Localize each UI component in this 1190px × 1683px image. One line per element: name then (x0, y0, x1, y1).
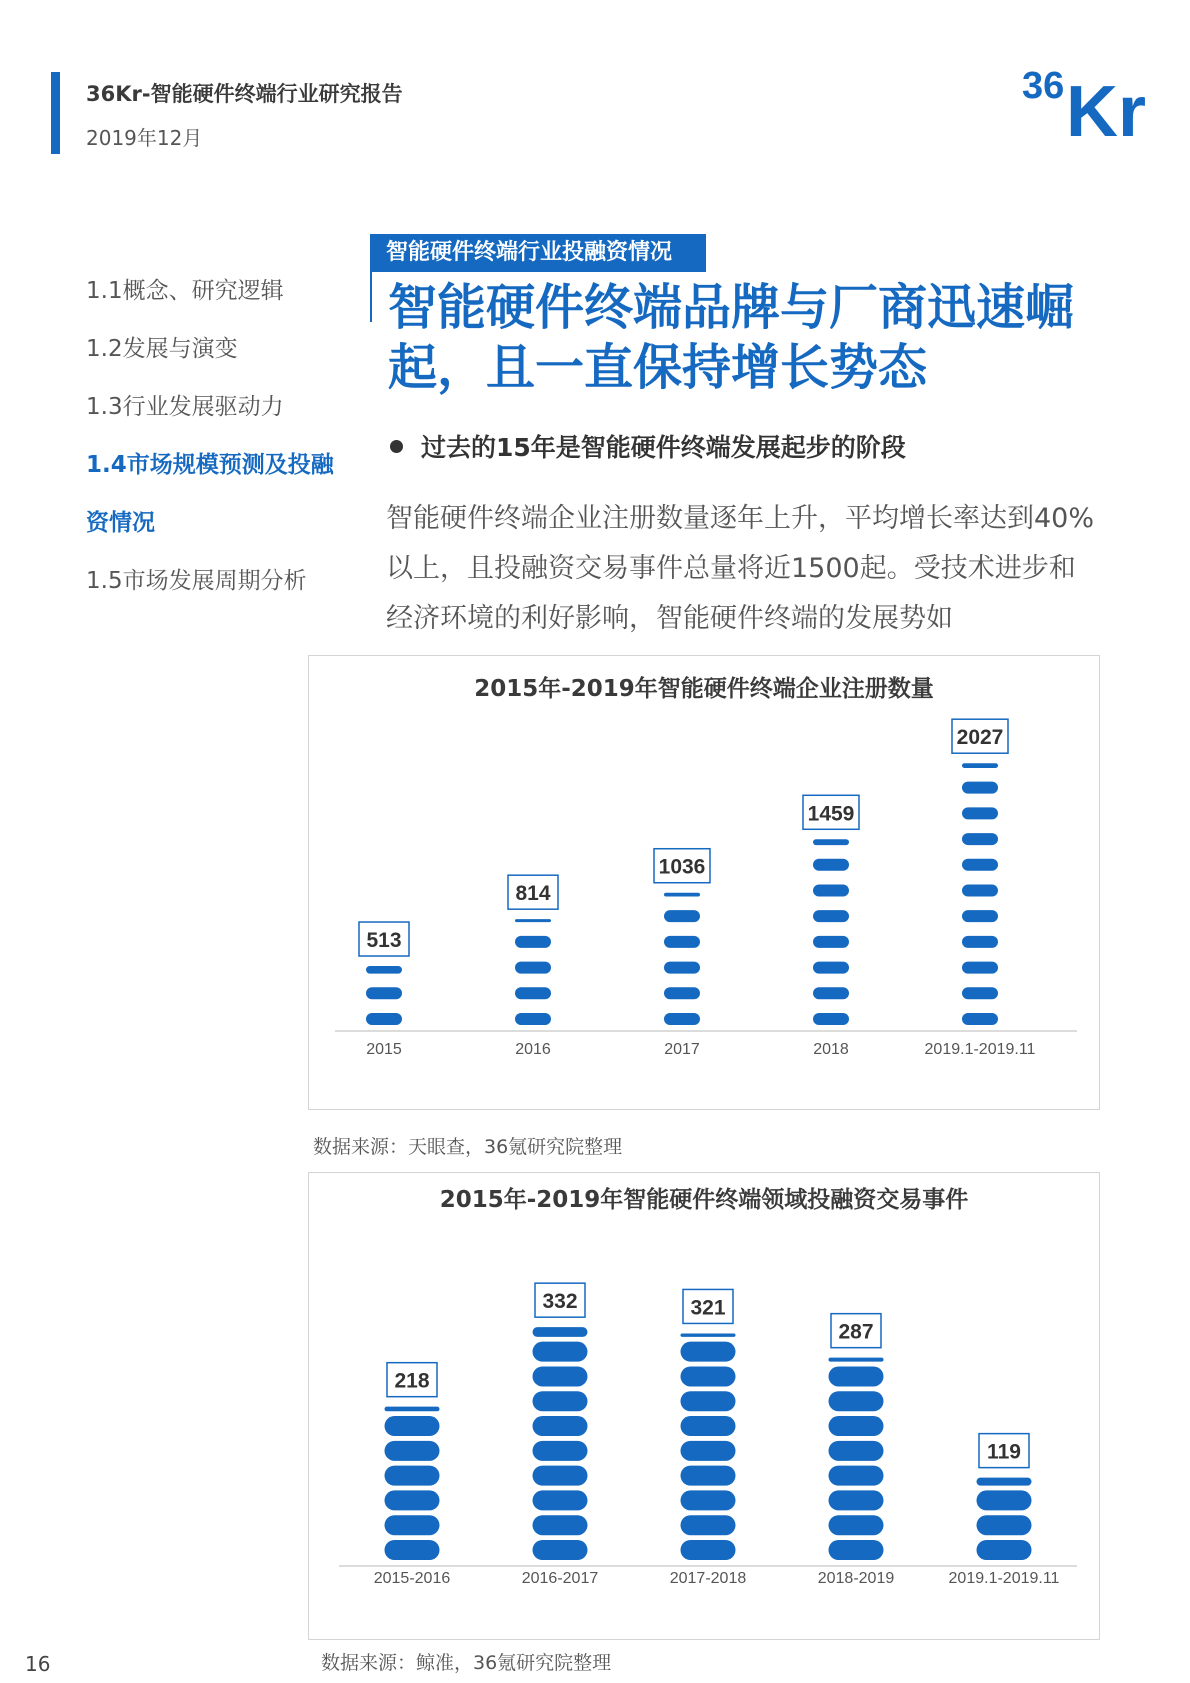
bar-segment-partial (385, 1407, 440, 1412)
bar-segment (533, 1416, 588, 1436)
bar-segment (681, 1416, 736, 1436)
x-tick-label: 2015 (366, 1041, 402, 1058)
bullet-point (390, 428, 906, 464)
report-title: 36Kr-智能硬件终端行业研究报告 (86, 82, 403, 106)
data-label: 321 (690, 1296, 726, 1320)
bar-segment (515, 962, 551, 974)
bar-segment (681, 1366, 736, 1386)
bar-segment (681, 1490, 736, 1510)
header-accent-bar (51, 72, 60, 154)
x-tick-label: 2016-2017 (521, 1570, 599, 1587)
chart-investment-events (308, 1172, 1100, 1640)
bullet-text: 过去的15年是智能硬件终端发展起步的阶段 (421, 433, 906, 462)
x-tick-label: 2018 (813, 1041, 849, 1058)
chart-source: 数据来源：天眼查，36氪研究院整理 (313, 1136, 623, 1158)
bar-segment (533, 1540, 588, 1560)
bar-segment (366, 1013, 402, 1025)
toc-item[interactable]: 1.1概念、研究逻辑 (86, 278, 284, 304)
bar-segment (829, 1540, 884, 1560)
chart-title: 2015年-2019年智能硬件终端领域投融资交易事件 (439, 1187, 969, 1213)
section-tag: 智能硬件终端行业投融资情况 (370, 234, 706, 272)
bar-segment (962, 936, 998, 948)
logo-36kr (1022, 62, 1152, 142)
bar-segment (962, 962, 998, 974)
chart-source: 数据来源：鲸准，36氪研究院整理 (321, 1652, 612, 1674)
bar-segment (813, 910, 849, 922)
bar-segment (664, 936, 700, 948)
bar-segment (813, 884, 849, 896)
data-label: 287 (838, 1320, 874, 1344)
bar-segment (385, 1416, 440, 1436)
bar-segment (664, 1013, 700, 1025)
bar-segment (962, 987, 998, 999)
bar-segment (829, 1515, 884, 1535)
bar-segment (829, 1466, 884, 1486)
bar-segment (813, 936, 849, 948)
bullet-dot-icon (390, 440, 403, 453)
body-paragraph: 智能硬件终端企业注册数量逐年上升，平均增长率达到40%以上，且投融资交易事件总量将近1500起。受技术进步和经济环境的利好影响，智能硬件终端的发展势如 (386, 503, 1095, 634)
chart-title: 2015年-2019年智能硬件终端企业注册数量 (474, 676, 934, 702)
x-tick-label: 2016 (515, 1041, 551, 1058)
bar-segment (813, 962, 849, 974)
bar-segment (385, 1540, 440, 1560)
svg-text:36: 36 (1022, 65, 1065, 107)
bar-segment-partial (977, 1478, 1032, 1486)
bar-segment-partial (515, 919, 551, 922)
bar-segment (829, 1490, 884, 1510)
x-tick-label: 2019.1-2019.11 (948, 1570, 1060, 1587)
x-tick-label: 2015-2016 (373, 1570, 451, 1587)
bar-segment (977, 1515, 1032, 1535)
bar-segment (385, 1515, 440, 1535)
bar-segment (681, 1391, 736, 1411)
data-label: 2027 (956, 726, 1004, 750)
chart-investment-plot (309, 1173, 1101, 1641)
report-date: 2019年12月 (86, 126, 203, 150)
bar-segment (533, 1466, 588, 1486)
bar-segment (664, 910, 700, 922)
bar-segment-partial (533, 1327, 588, 1337)
bar-segment (829, 1391, 884, 1411)
bar-segment (681, 1540, 736, 1560)
chart-registrations-plot (309, 656, 1101, 1111)
section-headline: 智能硬件终端品牌与厂商迅速崛起，且一直保持增长势态 (388, 279, 1075, 396)
bar-segment (366, 987, 402, 999)
chart-registrations (308, 655, 1100, 1110)
bar-segment (962, 1013, 998, 1025)
bar-segment (533, 1366, 588, 1386)
x-tick-label: 2018-2019 (817, 1570, 895, 1587)
data-label: 1459 (807, 802, 855, 826)
bar-segment (681, 1342, 736, 1362)
bar-segment (962, 910, 998, 922)
bar-segment (681, 1466, 736, 1486)
data-label: 332 (542, 1290, 578, 1314)
bar-segment (813, 1013, 849, 1025)
data-label: 814 (515, 882, 551, 906)
bar-segment (962, 859, 998, 871)
data-label: 1036 (658, 855, 706, 879)
bar-segment (977, 1540, 1032, 1560)
data-label: 218 (394, 1369, 430, 1393)
bar-segment (533, 1515, 588, 1535)
bar-segment (385, 1490, 440, 1510)
data-label: 513 (366, 929, 402, 953)
svg-text:Kr: Kr (1066, 72, 1147, 142)
bar-segment (385, 1441, 440, 1461)
toc-item[interactable]: 1.3行业发展驱动力 (86, 394, 284, 420)
bar-segment (533, 1342, 588, 1362)
bar-segment (813, 987, 849, 999)
bar-segment (813, 859, 849, 871)
bar-segment-partial (829, 1358, 884, 1362)
page-number: 16 (25, 1652, 51, 1676)
bar-segment (681, 1515, 736, 1535)
table-of-contents (86, 262, 346, 610)
bar-segment (664, 987, 700, 999)
bar-segment (829, 1416, 884, 1436)
bar-segment (664, 962, 700, 974)
bar-segment (385, 1466, 440, 1486)
bar-segment-partial (366, 966, 402, 974)
bar-segment (681, 1441, 736, 1461)
bar-segment-partial (664, 893, 700, 897)
bar-segment (962, 833, 998, 845)
bar-segment (829, 1441, 884, 1461)
bar-segment (515, 987, 551, 999)
x-tick-label: 2017 (664, 1041, 700, 1058)
data-label: 119 (987, 1440, 1021, 1464)
toc-item[interactable]: 1.2发展与演变 (86, 336, 238, 362)
bar-segment (533, 1391, 588, 1411)
bar-segment-partial (962, 763, 998, 768)
toc-item-active[interactable]: 1.4市场规模预测及投融 (86, 452, 334, 478)
bar-segment (533, 1490, 588, 1510)
x-tick-label: 2017-2018 (669, 1570, 747, 1587)
bar-segment (533, 1441, 588, 1461)
bar-segment (962, 782, 998, 794)
bar-segment (977, 1490, 1032, 1510)
bar-segment (962, 807, 998, 819)
bar-segment-partial (813, 839, 849, 845)
toc-item[interactable]: 1.5市场发展周期分析 (86, 568, 307, 594)
bar-segment (829, 1366, 884, 1386)
x-tick-label: 2019.1-2019.11 (924, 1041, 1036, 1058)
bar-segment-partial (681, 1333, 736, 1336)
bar-segment (515, 936, 551, 948)
bar-segment (962, 884, 998, 896)
headline-accent-line (370, 272, 372, 322)
toc-item-active-cont[interactable]: 资情况 (86, 510, 155, 536)
bar-segment (515, 1013, 551, 1025)
